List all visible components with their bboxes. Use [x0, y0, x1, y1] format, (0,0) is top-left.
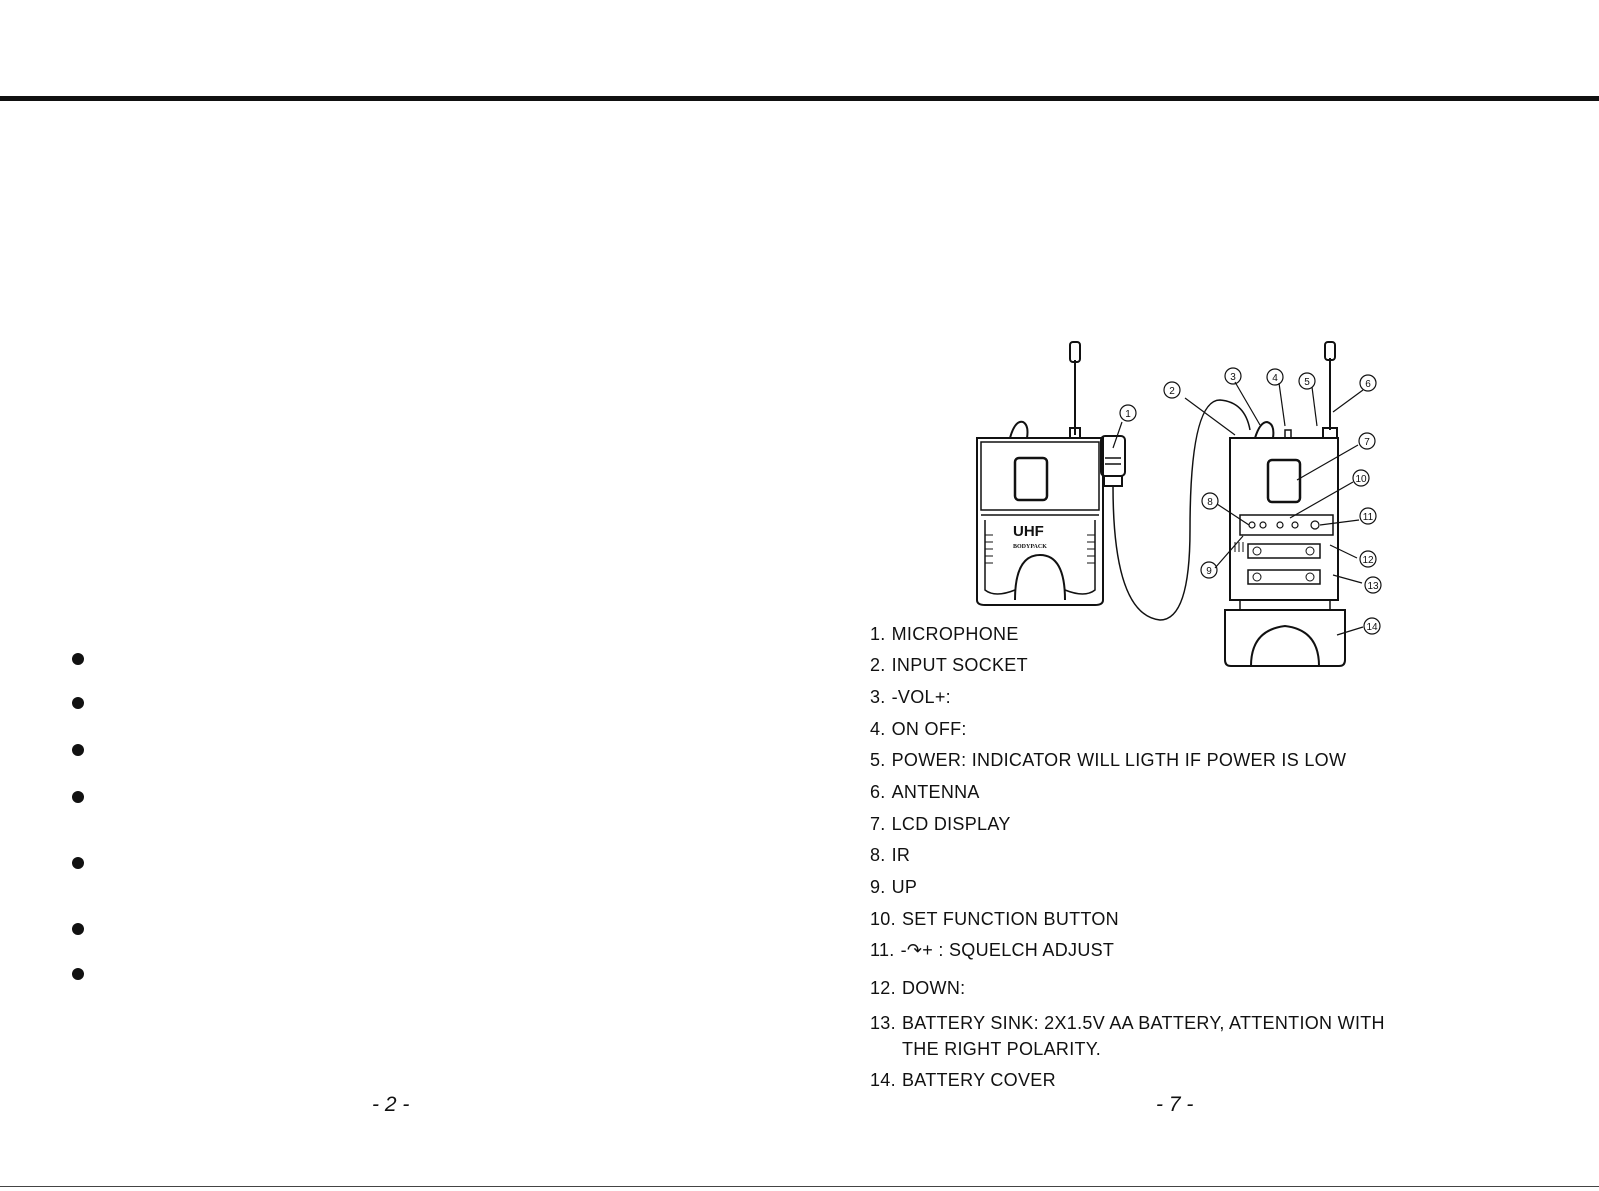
bodypack-diagram	[955, 330, 1395, 670]
callout-6: 6	[1365, 379, 1371, 390]
legend-item: 14. BATTERY COVER	[870, 1070, 1056, 1090]
callout-10: 10	[1355, 474, 1367, 485]
callout-11: 11	[1362, 512, 1374, 523]
bullet	[72, 968, 84, 980]
callout-2: 2	[1169, 386, 1175, 397]
legend-item-continuation: THE RIGHT POLARITY.	[902, 1039, 1102, 1059]
callout-1: 1	[1125, 409, 1131, 420]
legend-item: 10. SET FUNCTION BUTTON	[870, 909, 1119, 929]
legend-item: 11. -↷+ : SQUELCH ADJUST	[870, 940, 1115, 960]
legend-item: 7. LCD DISPLAY	[870, 814, 1011, 834]
bullet	[72, 857, 84, 869]
callout-12: 12	[1362, 555, 1374, 566]
bodypack-label: BODYPACK	[1013, 544, 1047, 550]
legend-item: 1. MICROPHONE	[870, 624, 1019, 644]
legend-item: 3. -VOL+:	[870, 687, 951, 707]
page-number-right: - 7 -	[1156, 1093, 1194, 1116]
bullet	[72, 923, 84, 935]
legend-item: 4. ON OFF:	[870, 719, 967, 739]
legend-item: 2. INPUT SOCKET	[870, 655, 1028, 675]
legend-item: 8. IR	[870, 845, 911, 865]
callout-8: 8	[1207, 497, 1213, 508]
top-rule	[0, 96, 1599, 101]
bullet	[72, 653, 84, 665]
bottom-rule	[0, 1186, 1599, 1187]
page-number-left: - 2 -	[372, 1093, 410, 1116]
legend-item: 5. POWER: INDICATOR WILL LIGTH IF POWER IS LOW	[870, 750, 1347, 770]
callout-14: 14	[1366, 622, 1378, 633]
callout-4: 4	[1272, 373, 1278, 384]
legend-item: 9. UP	[870, 877, 918, 897]
legend-item: 12. DOWN:	[870, 978, 966, 998]
legend-item: 13. BATTERY SINK: 2X1.5V AA BATTERY, ATTENTION WITH	[870, 1013, 1385, 1033]
callout-9: 9	[1206, 566, 1212, 577]
legend-item: 6. ANTENNA	[870, 782, 980, 802]
callout-5: 5	[1304, 377, 1310, 388]
bullet	[72, 791, 84, 803]
bullet	[72, 697, 84, 709]
bullet	[72, 744, 84, 756]
uhf-label: UHF	[1013, 523, 1044, 540]
callout-7: 7	[1364, 437, 1370, 448]
callout-13: 13	[1367, 581, 1379, 592]
callout-3: 3	[1230, 372, 1236, 383]
